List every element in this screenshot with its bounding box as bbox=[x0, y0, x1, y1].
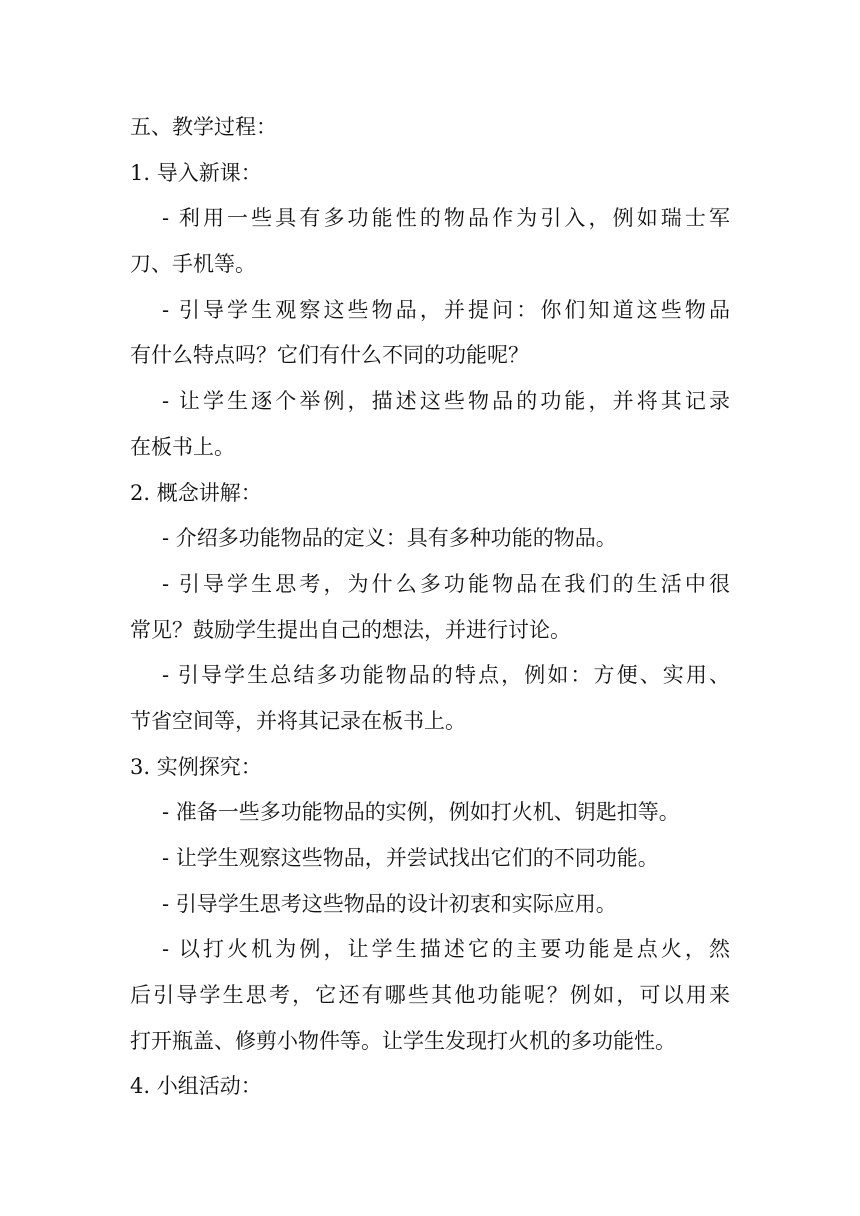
paragraph-line: - 让学生观察这些物品，并尝试找出它们的不同功能。 bbox=[162, 846, 659, 870]
step-heading-4: 4. 小组活动： bbox=[130, 1074, 262, 1099]
paragraph-line: - 让学生逐个举例，描述这些物品的功能，并将其记录 bbox=[162, 389, 730, 414]
document-body bbox=[130, 105, 730, 1110]
step-heading-2: 2. 概念讲解： bbox=[130, 480, 262, 505]
paragraph-line: - 利用一些具有多功能性的物品作为引入，例如瑞士军 bbox=[162, 206, 730, 231]
step-heading-3: 3. 实例探究： bbox=[130, 754, 262, 779]
paragraph-line: 有什么特点吗？它们有什么不同的功能呢？ bbox=[130, 343, 529, 368]
paragraph-line: 刀、手机等。 bbox=[130, 252, 256, 277]
section-heading: 五、教学过程： bbox=[130, 115, 277, 139]
paragraph-line: - 介绍多功能物品的定义：具有多种功能的物品。 bbox=[162, 526, 617, 551]
paragraph-line: - 引导学生思考，为什么多功能物品在我们的生活中很 bbox=[162, 571, 730, 596]
paragraph-line: 在板书上。 bbox=[130, 434, 235, 459]
paragraph-line: 常见？鼓励学生提出自己的想法，并进行讨论。 bbox=[130, 617, 571, 642]
step-heading-1: 1. 导入新课： bbox=[130, 160, 262, 185]
paragraph-line: - 引导学生总结多功能物品的特点，例如：方便、实用、 bbox=[162, 663, 730, 688]
paragraph-line: 打开瓶盖、修剪小物件等。让学生发现打火机的多功能性。 bbox=[130, 1028, 676, 1053]
paragraph-line: - 引导学生观察这些物品，并提问：你们知道这些物品 bbox=[162, 297, 730, 322]
paragraph-line: - 准备一些多功能物品的实例，例如打火机、钥匙扣等。 bbox=[162, 800, 680, 825]
paragraph-line: 节省空间等，并将其记录在板书上。 bbox=[130, 708, 466, 733]
paragraph-line: 后引导学生思考，它还有哪些其他功能呢？例如，可以用来 bbox=[130, 983, 730, 1008]
paragraph-line: - 以打火机为例，让学生描述它的主要功能是点火，然 bbox=[162, 937, 730, 962]
paragraph-line: - 引导学生思考这些物品的设计初衷和实际应用。 bbox=[162, 891, 617, 916]
